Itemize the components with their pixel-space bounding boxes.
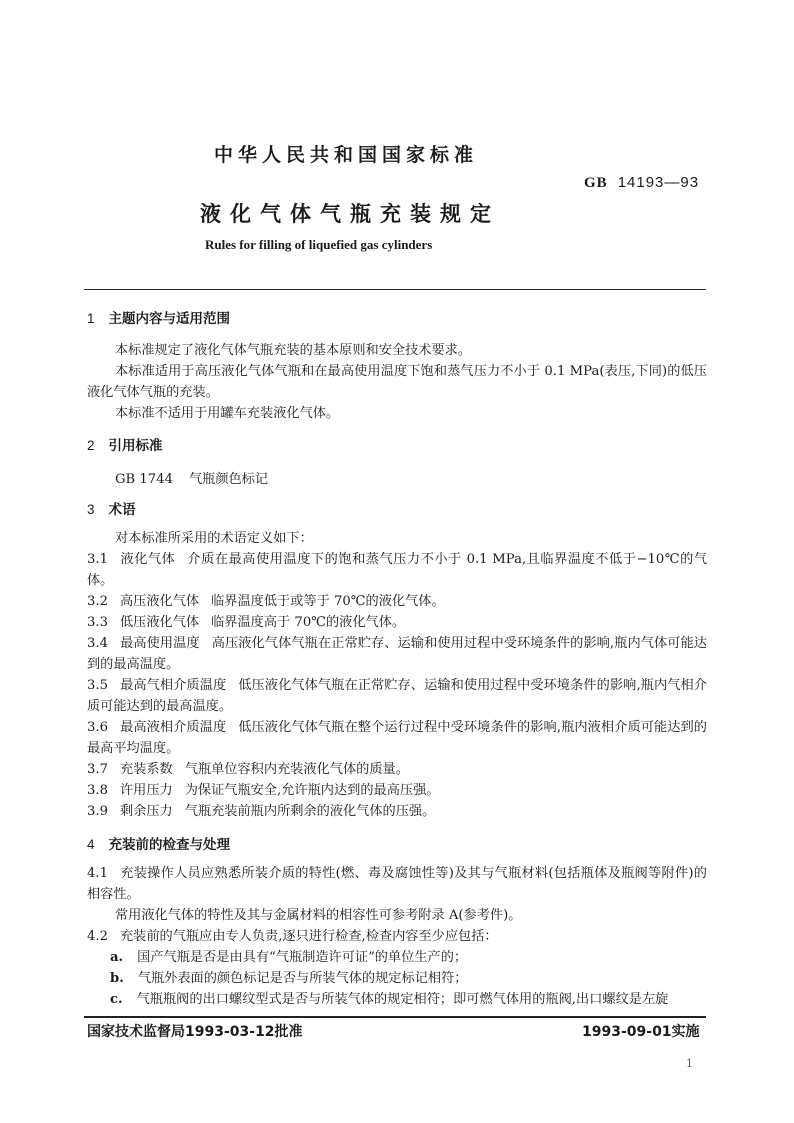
term-3-2: 3.2 高压液化气体 临界温度低于或等于 70℃的液化气体。 — [87, 594, 445, 609]
section-3-intro: 对本标准所采用的术语定义如下： — [115, 531, 313, 546]
document-title: 液化气体气瓶充装规定 — [200, 202, 500, 226]
header-divider — [84, 289, 706, 290]
checklist-item-a: a. 国产气瓶是否是由具有“气瓶制造许可证”的单位生产的； — [110, 950, 468, 965]
gb-number: 14193—93 — [617, 174, 700, 191]
clause-4-2: 4.2 充装前的气瓶应由专人负责,逐只进行检查,检查内容至少应包括： — [87, 929, 498, 944]
section-1-paragraph-3: 本标准不适用于用罐车充装液化气体。 — [115, 406, 340, 421]
term-3-3: 3.3 低压液化气体 临界温度高于 70℃的液化气体。 — [87, 615, 406, 630]
term-3-6: 3.6 最高液相介质温度 低压液化气体气瓶在整个运行过程中受环境条件的影响,瓶内液相介质可能达到的最高平均温度。 — [87, 720, 707, 756]
section-2-heading: 2 引用标准 — [87, 438, 163, 454]
page-number: 1 — [686, 1057, 693, 1070]
term-3-7: 3.7 充装系数 气瓶单位容积内充装液化气体的质量。 — [87, 762, 409, 777]
checklist-item-c: c. 气瓶瓶阀的出口螺纹型式是否与所装气体的规定相符；即可燃气体用的瓶阀,出口螺纹是左旋 — [110, 992, 669, 1007]
term-3-1: 3.1 液化气体 介质在最高使用温度下的饱和蒸气压力不小于 0.1 MPa,且临界温度不低于−10℃的气体。 — [87, 552, 708, 588]
effective-date: 1993-09-01实施 — [582, 1024, 700, 1040]
document-title-english: Rules for filling of liquefied gas cylinders — [205, 237, 433, 252]
term-3-5: 3.5 最高气相介质温度 低压液化气体气瓶在正常贮存、运输和使用过程中受环境条件的影响,瓶内气相介质可能达到的最高温度。 — [87, 678, 707, 714]
section-1-paragraph-1: 本标准规定了液化气体气瓶充装的基本原则和安全技术要求。 — [115, 343, 472, 358]
approval-date: 国家技术监督局1993-03-12批准 — [87, 1024, 303, 1040]
term-3-9: 3.9 剩余压力 气瓶充装前瓶内所剩余的液化气体的压强。 — [87, 804, 436, 819]
gb-prefix: GB — [584, 175, 608, 191]
clause-4-1: 4.1 充装操作人员应熟悉所装介质的特性(燃、毒及腐蚀性等)及其与气瓶材料(包括瓶体及瓶阀等附件)的相容性。 — [87, 866, 707, 902]
footer-divider — [84, 1016, 706, 1018]
checklist-item-b: b. 气瓶外表面的颜色标记是否与所装气体的规定标记相符； — [110, 971, 468, 986]
clause-4-1-note: 常用液化气体的特性及其与金属材料的相容性可参考附录 A(参考件)。 — [115, 908, 522, 923]
section-1-heading: 1 主题内容与适用范围 — [87, 311, 231, 327]
section-3-heading: 3 术语 — [87, 502, 136, 518]
standard-number — [584, 174, 699, 192]
country-standard-heading: 中华人民共和国国家标准 — [214, 144, 479, 166]
section-4-heading: 4 充装前的检查与处理 — [87, 837, 231, 853]
section-1-paragraph-2: 本标准适用于高压液化气体气瓶和在最高使用温度下饱和蒸气压力不小于 0.1 MPa(表压,下同)的低压液化气体气瓶的充装。 — [87, 364, 707, 400]
reference-standard: GB 1744 气瓶颜色标记 — [115, 472, 269, 487]
term-3-8: 3.8 许用压力 为保证气瓶安全,允许瓶内达到的最高压强。 — [87, 783, 440, 798]
term-3-4: 3.4 最高使用温度 高压液化气体气瓶在正常贮存、运输和使用过程中受环境条件的影响,瓶内气体可能达到的最高温度。 — [87, 636, 707, 672]
